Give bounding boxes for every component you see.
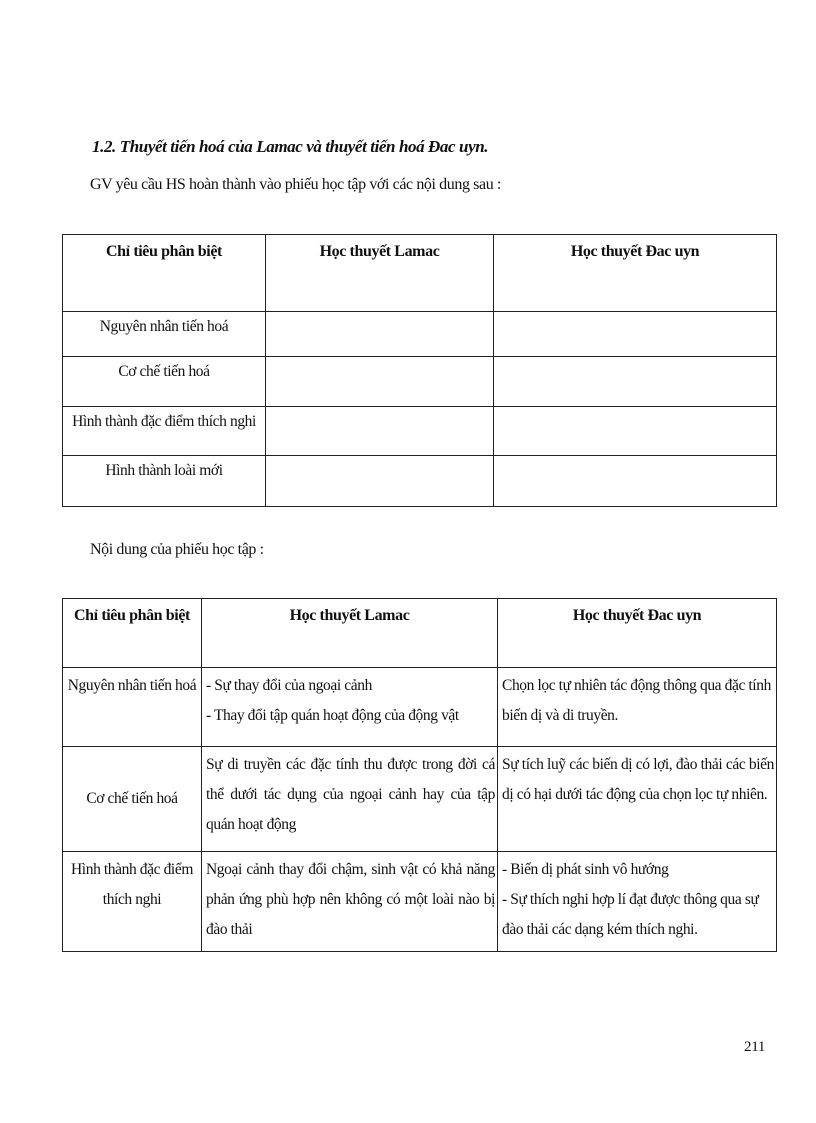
header-lamac: Học thuyết Lamac bbox=[202, 599, 498, 668]
list-item: - Thay đổi tập quán hoạt động của động vật bbox=[206, 707, 459, 724]
worksheet-answer-table bbox=[62, 598, 777, 952]
blank-cell bbox=[494, 456, 777, 507]
table-row bbox=[63, 668, 777, 747]
darwin-cell: Chọn lọc tự nhiên tác động thông qua đặc tính biến dị và di truyền. bbox=[498, 668, 777, 747]
row-label: Nguyên nhân tiến hoá bbox=[63, 312, 266, 357]
blank-cell bbox=[266, 312, 494, 357]
blank-cell bbox=[494, 407, 777, 456]
darwin-cell bbox=[498, 852, 777, 952]
page-number: 211 bbox=[744, 1039, 766, 1055]
list-item: - Sự thích nghi hợp lí đạt được thông qua sự đào thải các dạng kém thích nghi. bbox=[502, 891, 759, 938]
blank-cell bbox=[266, 407, 494, 456]
header-criterion: Chỉ tiêu phân biệt bbox=[63, 235, 266, 312]
lamac-cell: Ngoại cảnh thay đổi chậm, sinh vật có khả năng phản ứng phù hợp nên không có một loài nào bị đào thải bbox=[202, 852, 498, 952]
table-row bbox=[63, 407, 777, 456]
list-item: - Biến dị phát sinh vô hướng bbox=[502, 861, 669, 878]
blank-cell bbox=[494, 357, 777, 407]
intro-text: GV yêu cầu HS hoàn thành vào phiếu học tập với các nội dung sau : bbox=[90, 176, 501, 193]
worksheet-content-label: Nội dung của phiếu học tập : bbox=[90, 541, 264, 558]
row-label: Hình thành đặc điểm thích nghi bbox=[63, 852, 202, 952]
header-darwin: Học thuyết Đac uyn bbox=[494, 235, 777, 312]
worksheet-header-row bbox=[63, 235, 777, 312]
lamac-cell bbox=[202, 668, 498, 747]
table-row bbox=[63, 456, 777, 507]
darwin-cell: Sự tích luỹ các biến dị có lợi, đào thải các biến dị có hại dưới tác động của chọn lọc tự nhiên. bbox=[498, 747, 777, 852]
table-row bbox=[63, 747, 777, 852]
section-heading: 1.2. Thuyết tiến hoá của Lamac và thuyết tiến hoá Đac uyn. bbox=[92, 137, 489, 156]
list-item: - Sự thay đổi của ngoại cảnh bbox=[206, 677, 372, 694]
answer-header-row bbox=[63, 599, 777, 668]
header-lamac: Học thuyết Lamac bbox=[266, 235, 494, 312]
lamac-cell: Sự di truyền các đặc tính thu được trong đời cá thể dưới tác dụng của ngoại cảnh hay của tập quán hoạt động bbox=[202, 747, 498, 852]
row-label: Hình thành loài mới bbox=[63, 456, 266, 507]
header-criterion: Chỉ tiêu phân biệt bbox=[63, 599, 202, 668]
row-label: Cơ chế tiến hoá bbox=[63, 357, 266, 407]
blank-cell bbox=[494, 312, 777, 357]
table-row bbox=[63, 312, 777, 357]
table-row bbox=[63, 852, 777, 952]
blank-cell bbox=[266, 357, 494, 407]
row-label: Cơ chế tiến hoá bbox=[63, 747, 202, 852]
table-row bbox=[63, 357, 777, 407]
row-label: Nguyên nhân tiến hoá bbox=[63, 668, 202, 747]
blank-cell bbox=[266, 456, 494, 507]
worksheet-table bbox=[62, 234, 777, 507]
row-label: Hình thành đặc điểm thích nghi bbox=[63, 407, 266, 456]
header-darwin: Học thuyết Đac uyn bbox=[498, 599, 777, 668]
